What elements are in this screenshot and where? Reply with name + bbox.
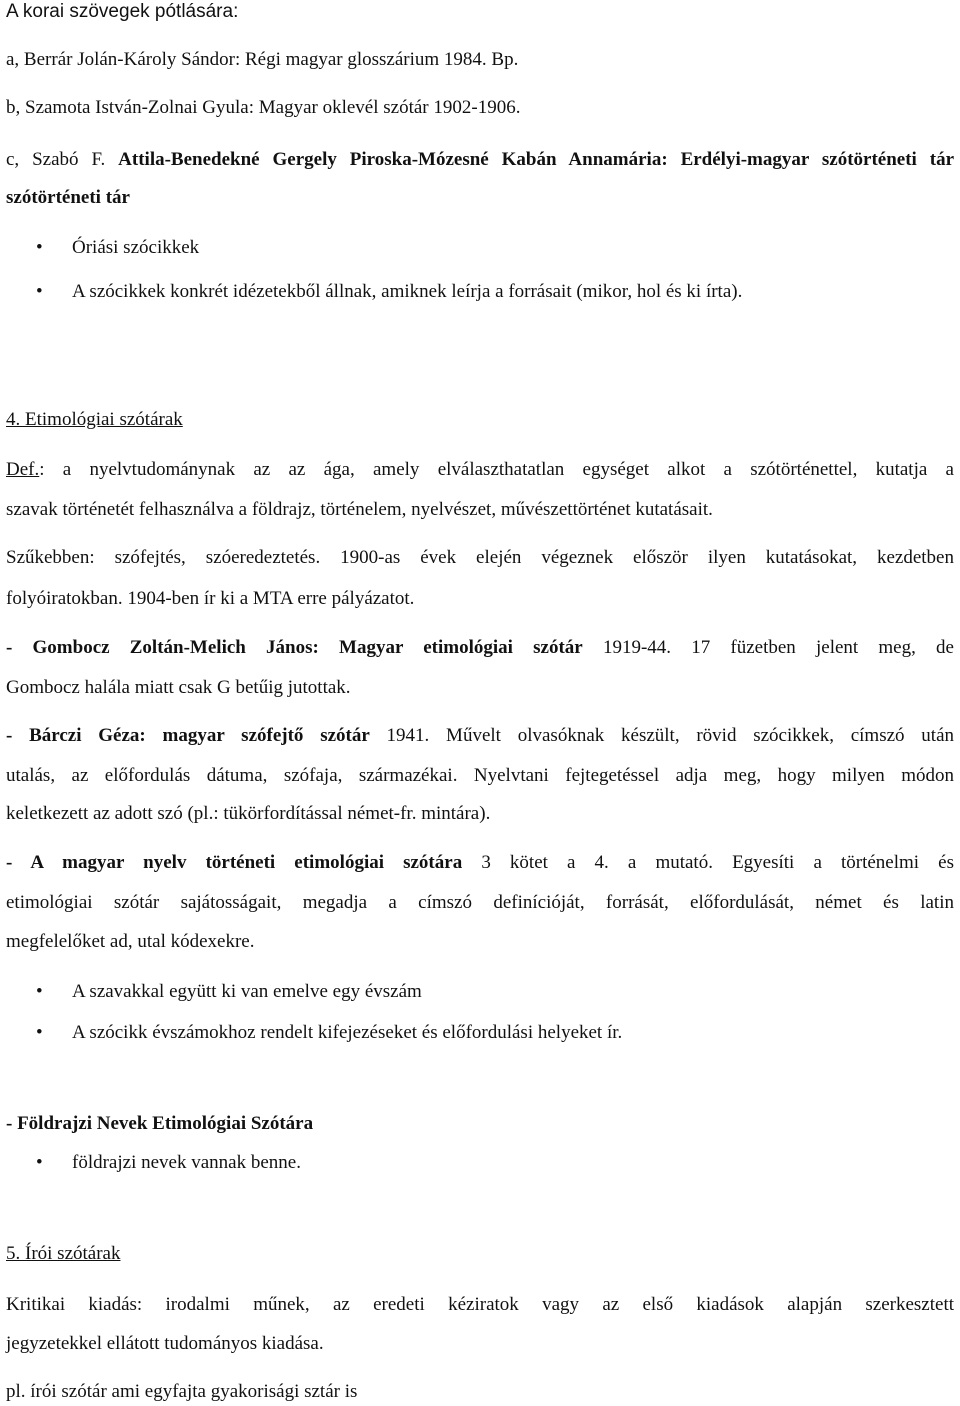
tesz-line-3: megfelelőket ad, utal kódexekre. [6,931,255,952]
reference-c [6,148,954,172]
reference-c-prefix: c, Szabó F. [6,149,106,170]
definition-label: Def. [6,459,40,480]
gombocz-text: 1919-44. 17 füzetben jelent meg, de [602,637,954,658]
gombocz-line-1 [6,636,954,660]
reference-c-continuation: szótörténeti tár [6,187,130,208]
gombocz-line-2: Gombocz halála miatt csak G betűig jutottak. [6,677,351,698]
barczi-text: 1941. Művelt olvasóknak készült, rövid szócikkek, címszó után [386,725,954,746]
kritikai-line-2: jegyzetekkel ellátott tudományos kiadása. [6,1333,324,1354]
bullet-icon: • [36,981,43,1002]
reference-a: a, Berrár Jolán-Károly Sándor: Régi magyar glosszárium 1984. Bp. [6,49,519,70]
bullet-icon: • [36,1152,43,1173]
bullet-icon: • [36,1022,43,1043]
bullet-icon: • [36,237,43,258]
tesz-title: - A magyar nyelv történeti etimológiai szótára [6,852,463,873]
section-5-title: 5. Írói szótárak [6,1243,121,1264]
definition-text: : a nyelvtudománynak az az ága, amely elválaszthatatlan egységet alkot a szótörténettel, kutatja a [39,459,954,480]
intro-bullet-1: Óriási szócikkek [72,237,200,258]
barczi-line-1 [6,724,954,748]
narrow-line-2: folyóiratokban. 1904-ben ír ki a MTA erre pályázatot. [6,588,415,609]
barczi-line-3: keletkezett az adott szó (pl.: tükörfordítással német-fr. mintára). [6,803,491,824]
narrow-line-1: Szűkebben: szófejtés, szóeredeztetés. 1900-as évek elején végeznek először ilyen kutatásokat, kezdetben [6,547,954,568]
foldrajzi-title: - Földrajzi Nevek Etimológiai Szótára [6,1113,314,1134]
foldrajzi-bullet-1: földrajzi nevek vannak benne. [72,1152,301,1173]
definition-line-1 [6,458,954,482]
intro-heading: A korai szövegek pótlására: [6,1,239,22]
kritikai-line-1: Kritikai kiadás: irodalmi műnek, az eredeti kéziratok vagy az első kiadások alapján szerkesztett [6,1294,954,1315]
definition-line-2: szavak történetét felhasználva a földrajz, történelem, nyelvészet, művészettörténet kutatásait. [6,499,713,520]
intro-bullet-2: A szócikkek konkrét idézetekből állnak, amiknek leírja a forrásait (mikor, hol és ki írta). [72,281,743,302]
reference-b: b, Szamota István-Zolnai Gyula: Magyar oklevél szótár 1902-1906. [6,97,521,118]
reference-c-authors: Attila-Benedekné Gergely Piroska-Mózesné Kabán Annamária: Erdélyi-magyar szótörténeti tár [118,149,955,170]
section-4-title: 4. Etimológiai szótárak [6,409,183,430]
barczi-title: - Bárczi Géza: magyar szófejtő szótár [6,725,370,746]
tesz-line-1 [6,851,954,875]
tesz-text: 3 kötet a 4. a mutató. Egyesíti a történelmi és [481,852,954,873]
tesz-line-2: etimológiai szótár sajátosságait, megadja a címszó definícióját, forrását, előfordulását, német és latin [6,892,954,913]
tesz-bullet-1: A szavakkal együtt ki van emelve egy évszám [72,981,422,1002]
bullet-icon: • [36,281,43,302]
tesz-bullet-2: A szócikk évszámokhoz rendelt kifejezéseket és előfordulási helyeket ír. [72,1022,623,1043]
gombocz-title: - Gombocz Zoltán-Melich János: Magyar etimológiai szótár [6,637,583,658]
barczi-line-2: utalás, az előfordulás dátuma, szófaja, származékai. Nyelvtani fejtegetéssel adja meg, hogy milyen módon [6,765,954,786]
example-line: pl. írói szótár ami egyfajta gyakorisági sztár is [6,1381,358,1402]
